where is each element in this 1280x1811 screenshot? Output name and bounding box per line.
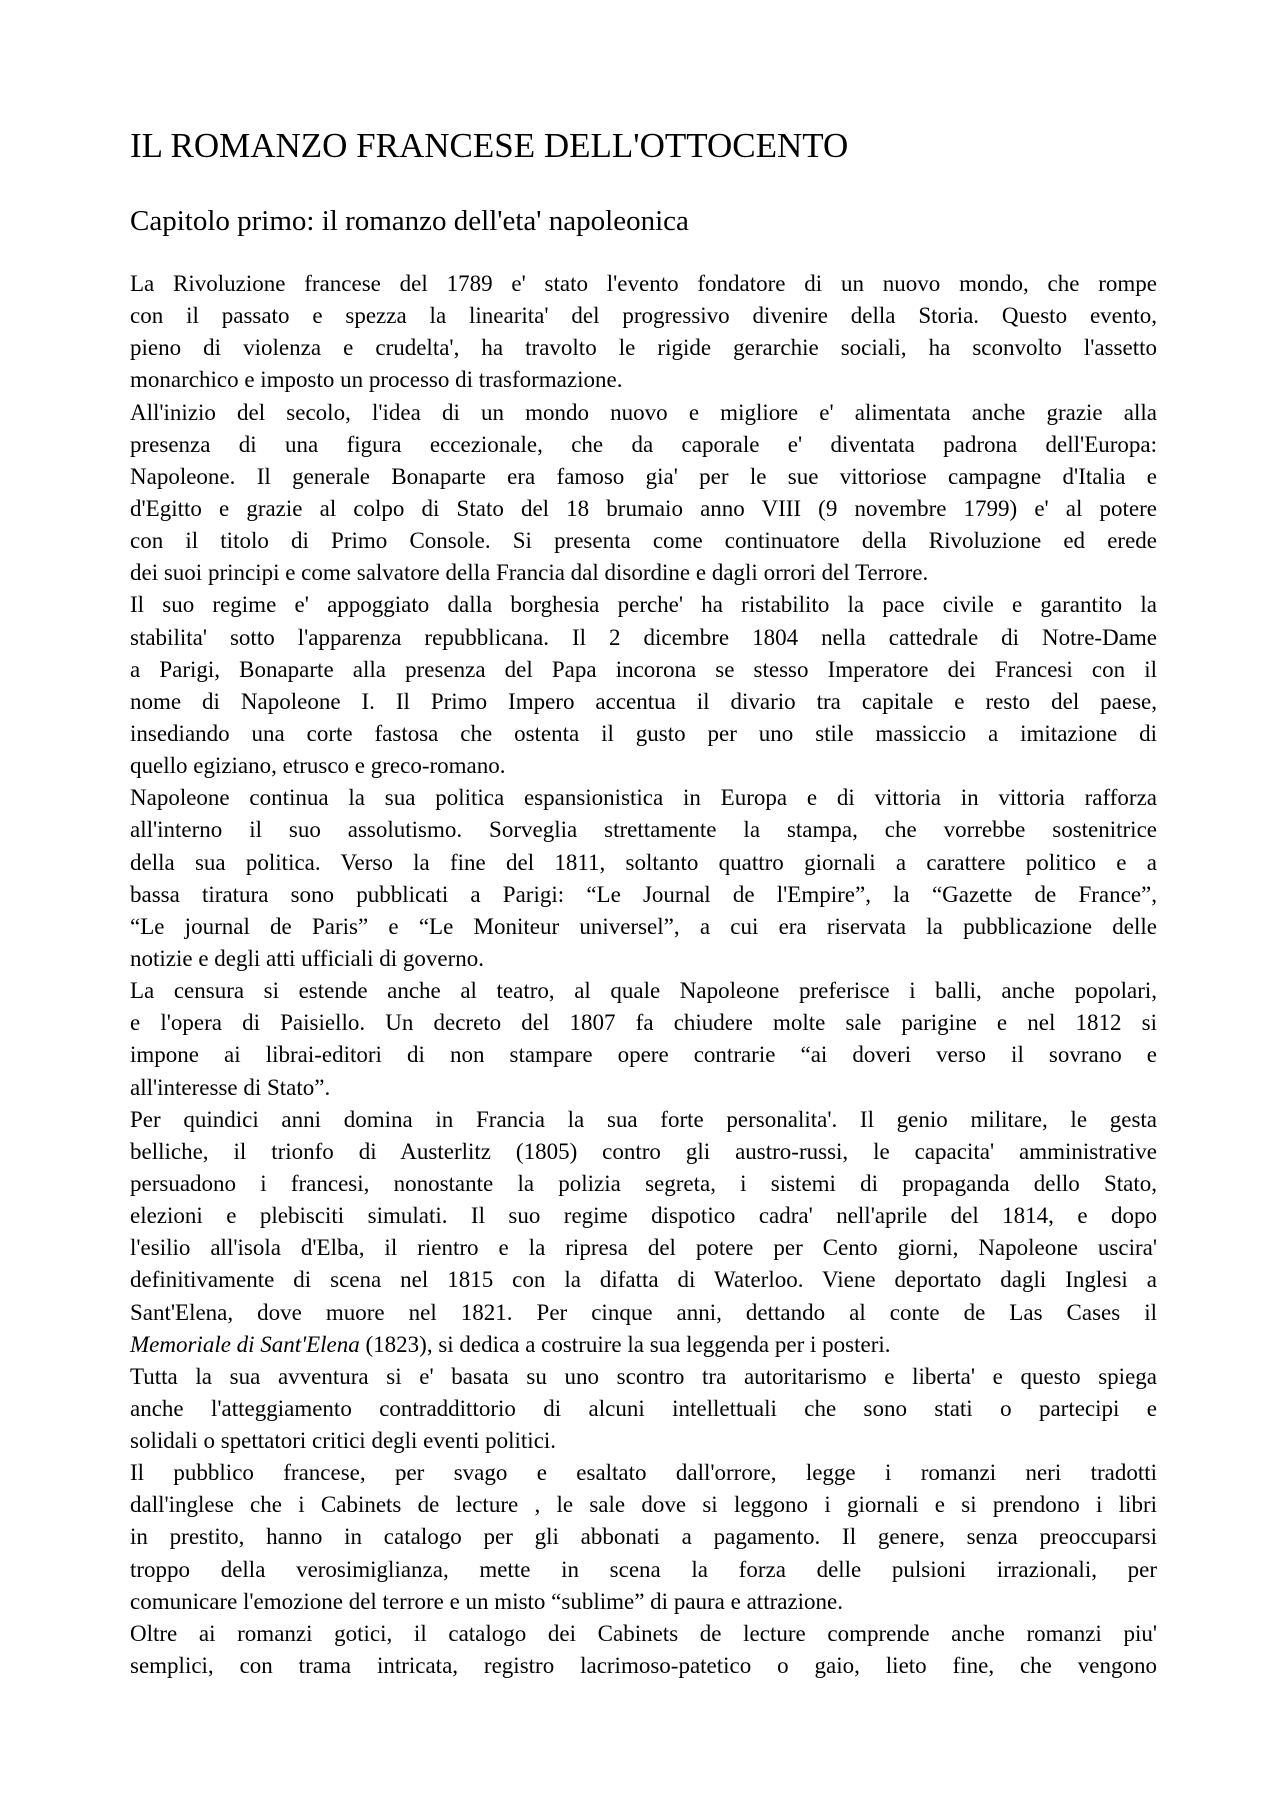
paragraph <box>130 1361 1157 1457</box>
text-line: e l'opera di Paisiello. Un decreto del 1807 fa chiudere molte sale parigine e nel 1812 si <box>130 1010 1157 1036</box>
text-line: semplici, con trama intricata, registro lacrimoso-patetico o gaio, lieto fine, che vengono <box>130 1653 1157 1679</box>
text-line: pieno di violenza e crudelta', ha travolto le rigide gerarchie sociali, ha sconvolto l'assetto <box>130 335 1157 361</box>
text-line: con il passato e spezza la linearita' del progressivo divenire della Storia. Questo evento, <box>130 303 1157 329</box>
text-line: in prestito, hanno in catalogo per gli abbonati a pagamento. Il genere, senza preoccuparsi <box>130 1524 1157 1550</box>
text-line: bassa tiratura sono pubblicati a Parigi: “Le Journal de l'Empire”, la “Gazette de France”, <box>130 881 1157 907</box>
text-line <box>130 1329 1157 1361</box>
paragraph <box>130 589 1157 782</box>
chapter-heading: Capitolo primo: il romanzo dell'eta' napoleonica <box>130 205 689 237</box>
text-line: Per quindici anni domina in Francia la sua forte personalita'. Il genio militare, le gesta <box>130 1106 1157 1132</box>
text-line: Il suo regime e' appoggiato dalla borghesia perche' ha ristabilito la pace civile e garantito la <box>130 592 1157 618</box>
text-line: con il titolo di Primo Console. Si presenta come continuatore della Rivoluzione ed erede <box>130 528 1157 554</box>
book-title-italic: Memoriale di Sant'Elena <box>130 1331 360 1357</box>
paragraph <box>130 268 1157 397</box>
text-line: Tutta la sua avventura si e' basata su uno scontro tra autoritarismo e liberta' e questo spiega <box>130 1363 1157 1389</box>
text-line: della sua politica. Verso la fine del 1811, soltanto quattro giornali a carattere politico e a <box>130 849 1157 875</box>
paragraph <box>130 1618 1157 1682</box>
text-line: all'interno il suo assolutismo. Sorveglia strettamente la stampa, che vorrebbe sostenitrice <box>130 817 1157 843</box>
text-line: Il pubblico francese, per svago e esaltato dall'orrore, legge i romanzi neri tradotti <box>130 1460 1157 1486</box>
text-line: Napoleone. Il generale Bonaparte era famoso gia' per le sue vittoriose campagne d'Italia e <box>130 463 1157 489</box>
text-line: all'interesse di Stato”. <box>130 1074 331 1100</box>
text-line: dall'inglese che i Cabinets de lecture , le sale dove si leggono i giornali e si prendono i libri <box>130 1492 1157 1518</box>
text-line: definitivamente di scena nel 1815 con la difatta di Waterloo. Viene deportato dagli Inglesi a <box>130 1267 1157 1293</box>
paragraph <box>130 782 1157 975</box>
text-line: presenza di una figura eccezionale, che da caporale e' diventata padrona dell'Europa: <box>130 431 1157 457</box>
text-line: insediando una corte fastosa che ostenta il gusto per uno stile massiccio a imitazione di <box>130 720 1157 746</box>
document-title: IL ROMANZO FRANCESE DELL'OTTOCENTO <box>130 126 849 165</box>
text-line: “Le journal de Paris” e “Le Moniteur universel”, a cui era riservata la pubblicazione delle <box>130 913 1157 939</box>
paragraph <box>130 1104 1157 1361</box>
text-line: Sant'Elena, dove muore nel 1821. Per cinque anni, dettando al conte de Las Cases il <box>130 1299 1157 1325</box>
text-line: elezioni e plebisciti simulati. Il suo regime dispotico cadra' nell'aprile del 1814, e dopo <box>130 1203 1157 1229</box>
text-line: comunicare l'emozione del terrore e un misto “sublime” di paura e attrazione. <box>130 1588 844 1614</box>
text-line: stabilita' sotto l'apparenza repubblicana. Il 2 dicembre 1804 nella cattedrale di Notre-Dame <box>130 624 1157 650</box>
text-line: All'inizio del secolo, l'idea di un mondo nuovo e migliore e' alimentata anche grazie alla <box>130 399 1157 425</box>
text-line: Napoleone continua la sua politica espansionistica in Europa e di vittoria in vittoria rafforza <box>130 785 1157 811</box>
text-line: anche l'atteggiamento contraddittorio di alcuni intellettuali che sono stati o partecipi e <box>130 1395 1157 1421</box>
paragraph <box>130 397 1157 590</box>
text-line: Oltre ai romanzi gotici, il catalogo dei Cabinets de lecture comprende anche romanzi piu' <box>130 1620 1157 1646</box>
text-line: La Rivoluzione francese del 1789 e' stato l'evento fondatore di un nuovo mondo, che rompe <box>130 271 1157 296</box>
text-line: troppo della verosimiglianza, mette in scena la forza delle pulsioni irrazionali, per <box>130 1556 1157 1582</box>
paragraph <box>130 975 1157 1104</box>
text-line: a Parigi, Bonaparte alla presenza del Papa incorona se stesso Imperatore dei Francesi con il <box>130 656 1157 682</box>
text-line: persuadono i francesi, nonostante la polizia segreta, i sistemi di propaganda dello Stato, <box>130 1170 1157 1196</box>
text-line: d'Egitto e grazie al colpo di Stato del 18 brumaio anno VIII (9 novembre 1799) e' al potere <box>130 495 1157 521</box>
text-line: belliche, il trionfo di Austerlitz (1805) contro gli austro-russi, le capacita' amministrative <box>130 1138 1157 1164</box>
text-line: quello egiziano, etrusco e greco-romano. <box>130 753 506 779</box>
text-line: solidali o spettatori critici degli eventi politici. <box>130 1428 557 1454</box>
text-line: notizie e degli atti ufficiali di governo. <box>130 945 485 971</box>
text-line: nome di Napoleone I. Il Primo Impero accentua il divario tra capitale e resto del paese, <box>130 688 1157 714</box>
document-body <box>130 268 1157 1682</box>
text-line: La censura si estende anche al teatro, al quale Napoleone preferisce i balli, anche popolari, <box>130 978 1157 1004</box>
text-line: dei suoi principi e come salvatore della Francia dal disordine e dagli orrori del Terrore. <box>130 560 929 586</box>
text-span: (1823), si dedica a costruire la sua leggenda per i posteri. <box>359 1331 891 1357</box>
text-line: impone ai librai-editori di non stampare opere contrarie “ai doveri verso il sovrano e <box>130 1042 1157 1068</box>
text-line: l'esilio all'isola d'Elba, il rientro e la ripresa del potere per Cento giorni, Napoleone uscira' <box>130 1235 1157 1261</box>
text-line: monarchico e imposto un processo di trasformazione. <box>130 367 623 393</box>
paragraph <box>130 1457 1157 1618</box>
